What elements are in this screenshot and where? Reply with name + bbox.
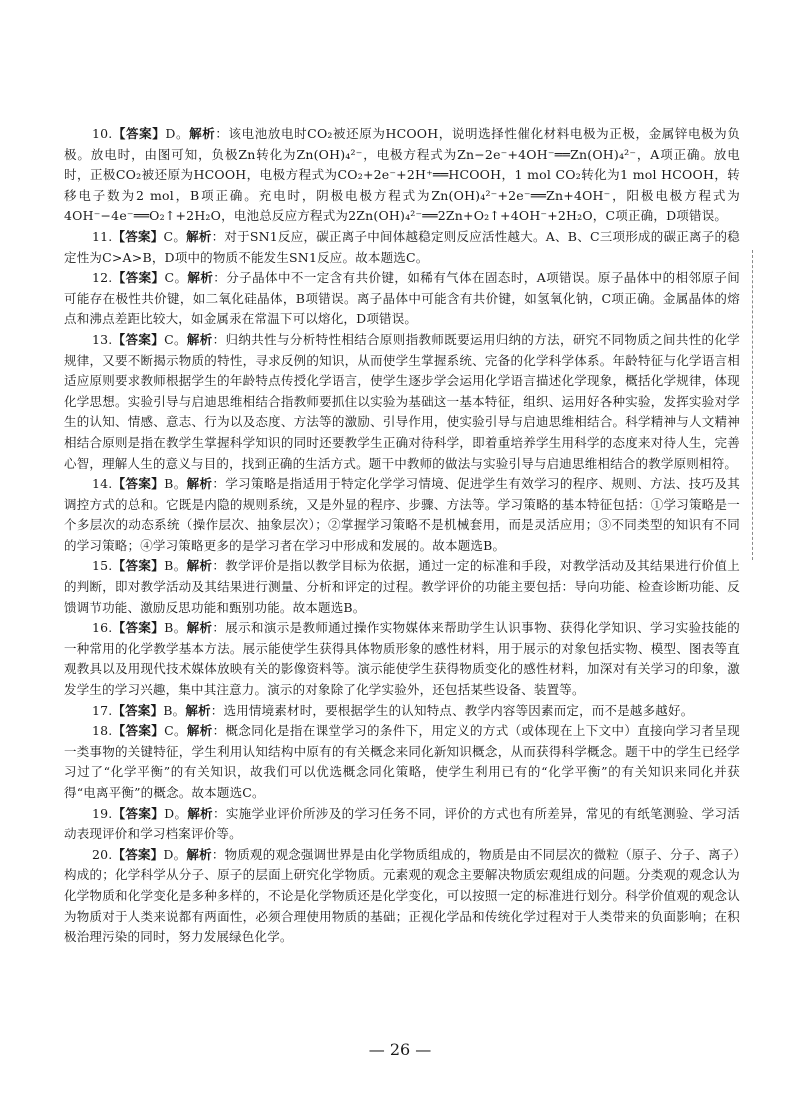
answer-label: 【答案】 (112, 723, 165, 739)
answer-choice: C。 (164, 723, 187, 739)
answer-item-15 (64, 556, 740, 618)
answer-label: 【答案】 (112, 270, 165, 286)
answer-label: 【答案】 (112, 620, 165, 636)
analysis-text: ：归纳共性与分析特性相结合原则指教师既要运用归纳的方法，研究不同物质之间共性的化学规律，又要不断揭示物质的特性，寻求反例的知识，从而使学生掌握系统、完备的化学科学体系。年龄特征与化学语言相适应原则要求教师根据学生的年龄特点传授化学语言，使学生逐步学会运用化学语言描述化学现象，概括化学规律，体现化学思想。实验引导与启迪思维相结合指教师要抓住以实验为基础这一基本特征，组织、运用好各种实验，发挥实验对学生的认知、情感、意志、行为以及态度、方法等的激励、引导作用，使实验引导与启迪思维相结合。科学精神与人文精神相结合原则是指在教学生掌握科学知识的同时还要教学生正确对待科学，即着重培养学生用科学的态度来对待人生，完善心智，理解人生的意义与目的，找到正确的生活方式。题干中教师的做法与实验引导与启迪思维相结合的教学原则相符。 (64, 331, 740, 471)
answer-label: 【答案】 (112, 702, 164, 718)
analysis-label: 解析 (186, 723, 213, 739)
analysis-text: ：实施学业评价所涉及的学习任务不同，评价的方式也有所差异，常见的有纸笔测验、学习活动表现评价和学习档案评价等。 (64, 805, 740, 842)
analysis-label: 解析 (186, 558, 213, 574)
answer-choice: C。 (164, 270, 188, 286)
answer-choice: B。 (164, 558, 187, 574)
question-number: 18. (92, 723, 113, 739)
answer-choice: B。 (164, 476, 187, 492)
answer-item-14 (64, 474, 740, 556)
analysis-label: 解析 (186, 620, 213, 636)
question-number: 14. (92, 476, 113, 492)
answer-label: 【答案】 (112, 846, 164, 862)
answer-item-11 (64, 227, 740, 268)
answer-choice: B。 (164, 620, 187, 636)
analysis-text: ：教学评价是指以教学目标为依据，通过一定的标准和手段，对教学活动及其结果进行价值上的判断，即对教学活动及其结果进行测量、分析和评定的过程。教学评价的功能主要包括：导向功能、检查诊断功能、反馈调节功能、激励反思功能和甄别功能。故本题选B。 (64, 558, 740, 615)
question-number: 12. (92, 270, 113, 286)
question-number: 16. (92, 620, 113, 636)
analysis-text: ：该电池放电时CO₂被还原为HCOOH，说明选择性催化材料电极为正极，金属锌电极为负极。放电时，由图可知，负极Zn转化为Zn(OH)₄²⁻，电极方程式为Zn−2e⁻+4OH⁻══Zn(OH)₄²⁻，A项正确。放电时，正极CO₂被还原为HCOOH，电极方程式为CO₂+2e⁻+2H⁺══HCOOH，1 mol CO₂转化为1 mol HCOOH，转移电子数为2 mol，B项正确。充电时，阴极电极方程式为Zn(OH)₄²⁻+2e⁻══Zn+4OH⁻，阳极电极方程式为4OH⁻−4e⁻══O₂↑+2H₂O，电池总反应方程式为2Zn(OH)₄²⁻══2Zn+O₂↑+4OH⁻+2H₂O，C项正确，D项错误。 (64, 126, 740, 224)
question-number: 19. (92, 805, 113, 821)
binding-margin-line (752, 250, 754, 560)
analysis-text: ：选用情境素材时，要根据学生的认知特点、教学内容等因素而定，而不是越多越好。 (210, 702, 694, 718)
answer-label: 【答案】 (112, 331, 165, 347)
answer-item-12 (64, 268, 740, 330)
analysis-text: ：分子晶体中不一定含有共价键，如稀有气体在固态时，A项错误。原子晶体中的相邻原子间可能存在极性共价键，如二氧化硅晶体，B项错误。离子晶体中可能含有共价键，如氢氧化钠，C项正确。金属晶体的熔点和沸点差距比较大，如金属汞在常温下可以熔化，D项错误。 (64, 270, 740, 327)
analysis-label: 解析 (185, 702, 211, 718)
answer-label: 【答案】 (112, 228, 164, 244)
question-number: 13. (92, 331, 113, 347)
question-number: 11. (92, 228, 113, 244)
question-number: 17. (92, 702, 113, 718)
answer-item-20 (64, 845, 740, 948)
question-number: 15. (92, 558, 113, 574)
question-number: 20. (92, 846, 113, 862)
question-number: 10. (92, 126, 113, 141)
answer-item-18 (64, 721, 740, 803)
analysis-label: 解析 (186, 846, 212, 862)
answer-item-10 (64, 124, 740, 227)
answer-label: 【答案】 (112, 558, 165, 574)
answer-label: 【答案】 (112, 805, 165, 821)
analysis-text: ：概念同化是指在课堂学习的条件下，用定义的方式（或体现在上下文中）直接向学习者呈现一类事物的关键特征，学生利用认知结构中原有的有关概念来同化新知识概念，从而获得科学概念。题干中的学生已经学习过了“化学平衡”的有关知识，故我们可以优选概念同化策略，使学生利用已有的“化学平衡”的有关知识来同化并获得“电离平衡”的概念。故本题选C。 (64, 723, 740, 800)
answer-analysis-content (64, 124, 740, 948)
answer-choice: D。 (163, 846, 187, 862)
answer-choice: C。 (163, 228, 187, 244)
analysis-label: 解析 (187, 270, 214, 286)
answer-choice: B。 (163, 702, 186, 718)
analysis-text: ：学习策略是指适用于特定化学学习情境、促进学生有效学习的程序、规则、方法、技巧及其调控方式的总和。它既是内隐的规则系统，又是外显的程序、步骤、方法等。学习策略的基本特征包括：①学习策略是一个多层次的动态系统（操作层次、抽象层次）；②掌握学习策略不是机械套用，而是灵活应用；③不同类型的知识有不同的学习策略；④学习策略更多的是学习者在学习中形成和发展的。故本题选B。 (64, 476, 740, 553)
analysis-text: ：展示和演示是教师通过操作实物媒体来帮助学生认识事物、获得化学知识、学习实验技能的一种常用的化学教学基本方法。展示能使学生获得具体物质形象的感性材料，用于展示的对象包括实物、模型、图表等直观教具以及用现代技术媒体放映有关的影像资料等。演示能使学生获得物质变化的感性材料，加深对有关学习的印象，激发学生的学习兴趣，集中其注意力。演示的对象除了化学实验外，还包括某些设备、装置等。 (64, 620, 740, 698)
analysis-label: 解析 (186, 331, 213, 347)
answer-item-19 (64, 804, 740, 845)
answer-label: 【答案】 (112, 476, 165, 492)
analysis-label: 解析 (186, 228, 212, 244)
answer-item-13 (64, 330, 740, 474)
answer-item-16 (64, 618, 740, 700)
analysis-label: 解析 (186, 476, 213, 492)
analysis-text: ：物质观的观念强调世界是由化学物质组成的，物质是由不同层次的微粒（原子、分子、离子）构成的；化学科学从分子、原子的层面上研究化学物质。元素观的观念主要解决物质宏观组成的问题。分类观的观念认为化学物质和化学变化是多种多样的，不论是化学物质还是化学变化，可以按照一定的标准进行划分。科学价值观的观念认为物质对于人类来说都有两面性，必须合理使用物质的基础；正视化学品和传统化学过程对于人类带来的负面影响；在积极治理污染的同时，努力发展绿色化学。 (64, 846, 740, 945)
analysis-text: ：对于SN1反应，碳正离子中间体越稳定则反应活性越大。A、B、C三项形成的碳正离子的稳定性为C>A>B，D项中的物质不能发生SN1反应。故本题选C。 (64, 228, 741, 265)
analysis-label: 解析 (187, 805, 214, 821)
answer-choice: C。 (164, 331, 187, 347)
analysis-label: 解析 (189, 126, 216, 141)
answer-choice: D。 (165, 126, 190, 141)
answer-choice: D。 (164, 805, 188, 821)
answer-item-17 (64, 701, 740, 722)
page-number: — 26 — (368, 1040, 432, 1059)
answer-label: 【答案】 (112, 126, 166, 141)
